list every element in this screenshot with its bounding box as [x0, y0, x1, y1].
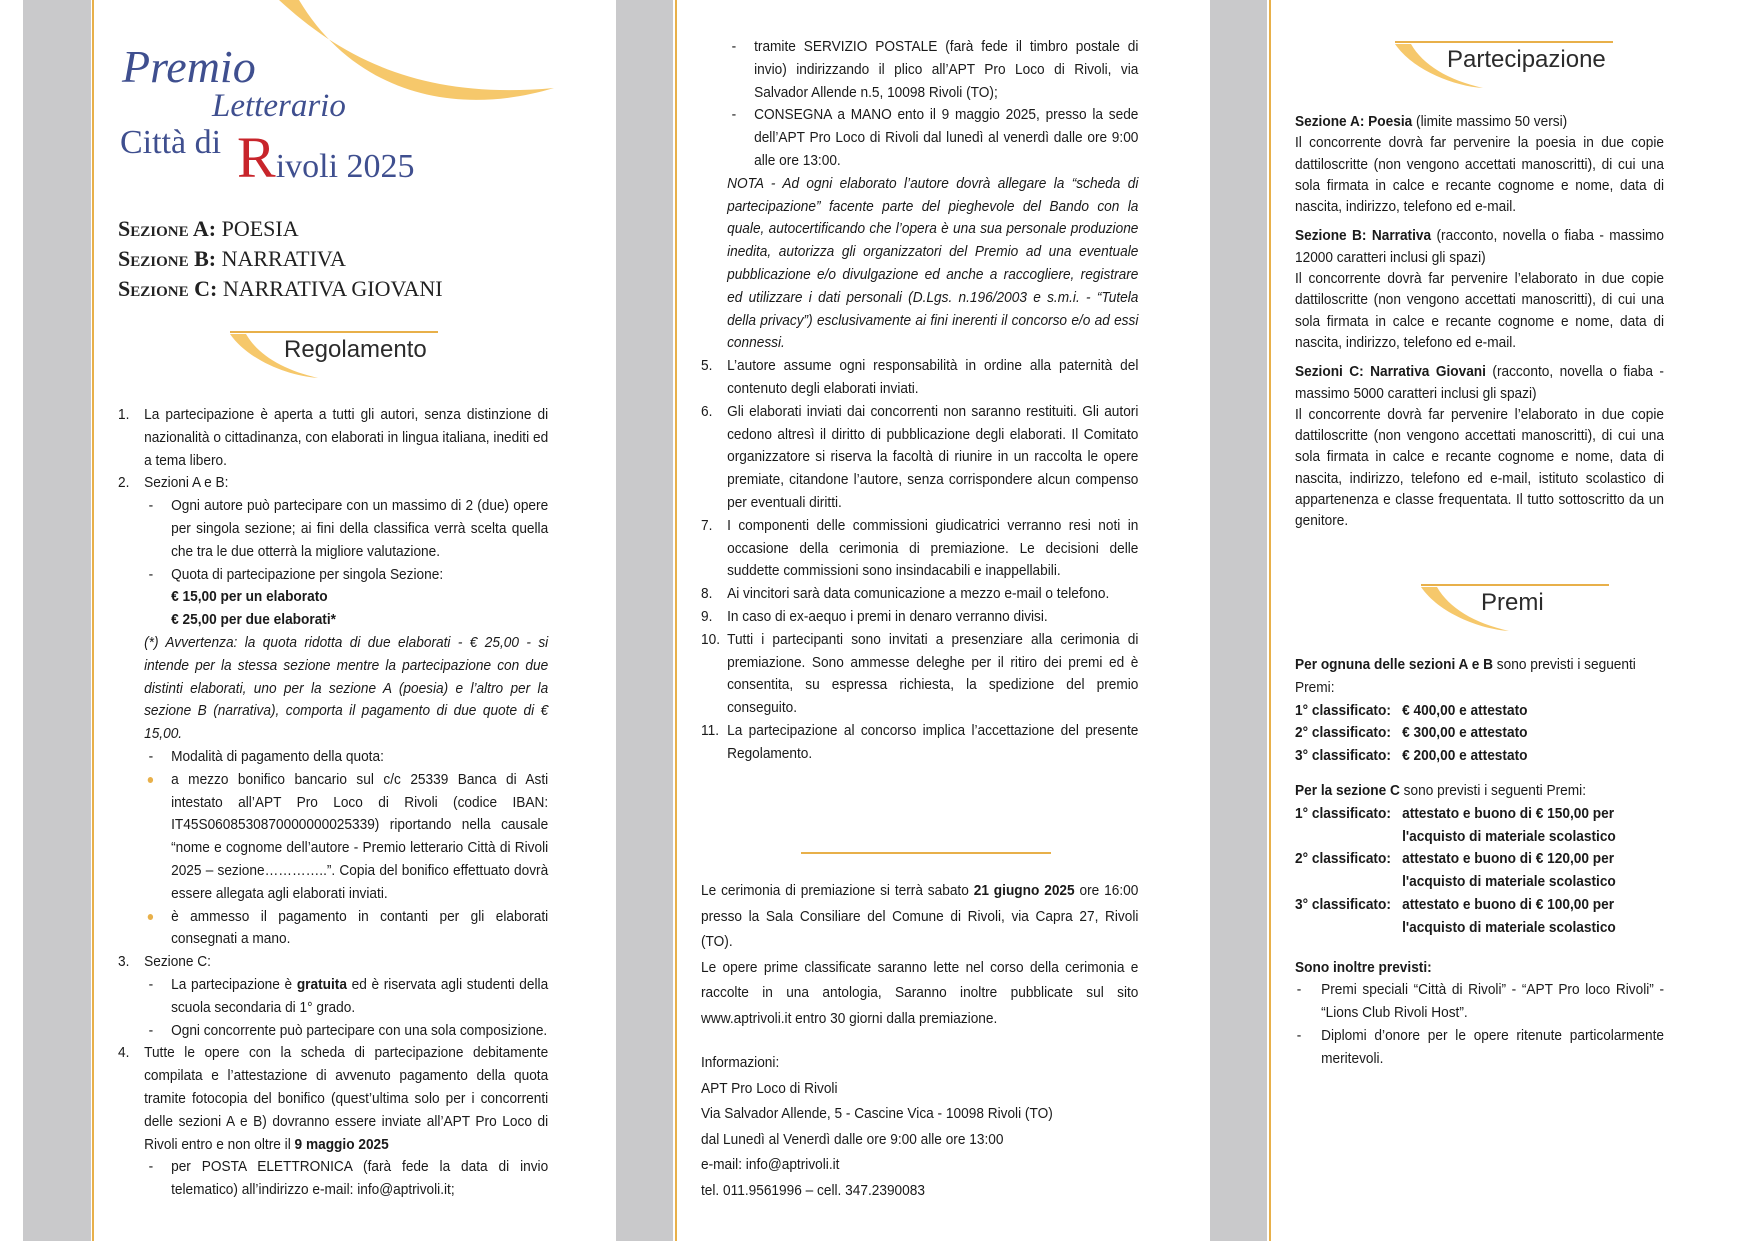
- rule-text: La partecipazione è aperta a tutti gli autori, senza distinzione di nazionalità o cittadinanza, con elaborati in lingua italiana, inediti ed a tema libero.: [144, 406, 549, 469]
- rule-number: 11.: [701, 721, 719, 739]
- rule-text: a mezzo bonifico bancario sul c/c 25339 Banca di Asti intestato all’APT Pro Loco di Rivoli (codice IBAN: IT45S0608530870000000025339) riportando nella causale “nome e cognome dell’autore - Premio letterario Città di Rivoli 2025 – sezione…………..”. Copia del bonifico effettuato dovrà essere allegata agli elaborati inviati.: [171, 770, 549, 902]
- ceremony-text: Le cerimonia di premiazione si terrà sabato: [701, 882, 969, 899]
- rule-text: Ai vincitori sarà data comunicazione a mezzo e-mail o telefono.: [727, 585, 1110, 603]
- rule-3-sub-2: [118, 1020, 548, 1043]
- rule-text: Sezioni A e B:: [144, 474, 229, 492]
- section-rule-note: (racconto, novella o fiaba - massimo 5000 caratteri inclusi gli spazi): [1295, 363, 1664, 402]
- rule-3-sub-1: [118, 974, 548, 1020]
- rule-11: [701, 720, 1138, 766]
- rule-text-bold: gratuita: [296, 975, 347, 993]
- dash-marker: -: [731, 38, 737, 55]
- prize-value: € 400,00 e attestato: [1402, 701, 1528, 719]
- rule-number: 7.: [701, 516, 713, 534]
- premi-title: Premi: [1481, 589, 1544, 616]
- premi-extra-text: Premi speciali “Città di Rivoli” - “APT Pro loco Rivoli” - “Lions Club Rivoli Host”.: [1321, 981, 1664, 1022]
- rule-text: Tutti i partecipanti sono invitati a presenziare alla cerimonia di premiazione. Sono ammesse deleghe per il ritiro dei premi ed è consentita, su espressa richiesta, la spedizione del premio conseguito.: [727, 630, 1139, 717]
- dash-marker: -: [148, 747, 154, 765]
- prize-c-1: [1295, 803, 1664, 849]
- rule-7: [701, 515, 1138, 583]
- premi-intro-bold: Per ognuna delle sezioni A e B: [1295, 656, 1493, 673]
- rule-2-sub-2: [118, 564, 548, 587]
- prize-value: attestato e buono di € 100,00 per l'acquisto di materiale scolastico: [1402, 895, 1616, 936]
- panel-right: [1271, 0, 1754, 1241]
- section-label: Sezione A:: [118, 216, 217, 241]
- section-rule-note: (limite massimo 50 versi): [1416, 113, 1568, 130]
- dash-marker: -: [148, 975, 154, 993]
- rule-number: 9.: [701, 607, 713, 625]
- dash-marker: -: [148, 1021, 154, 1039]
- ceremony-block: [701, 878, 1138, 1031]
- fee-1: € 15,00 per un elaborato: [171, 588, 328, 606]
- info-phone: tel. 011.9561996 – cell. 347.2390083: [701, 1181, 925, 1199]
- partecipazione-title: Partecipazione: [1447, 46, 1606, 73]
- rule-4: [118, 1042, 548, 1156]
- rule-3: [118, 951, 548, 974]
- nota-privacy: NOTA - Ad ogni elaborato l’autore dovrà allegare la “scheda di partecipazione” facente parte del pieghevole del Bando con la quale, autocertificando che l’opera è una sua personale produzione inedita, autorizza gli organizzatori del Premio ad una eventuale pubblicazione e/o divulgazione ed anche a raccogliere, registrare ed utilizzare i dati personali (D.Lgs. n.196/2003 e s.m.i. - “Tutela della privacy”) esclusivamente ai fini inerenti il concorso e/o ad essi connessi.: [727, 174, 1139, 352]
- section-a-rules: [1295, 111, 1664, 132]
- rule-text: Quota di partecipazione per singola Sezione:: [171, 565, 444, 583]
- dash-marker: -: [148, 497, 154, 515]
- rule-text: Tutte le opere con la scheda di partecipazione debitamente compilata e l’attestazione di avvenuto pagamento della quota tramite fotocopia del bonifico (quest’ultima solo per i concorrenti delle sezioni A e B) dovranno essere inviate all’APT Pro Loco di Rivoli entro e non oltre il: [144, 1044, 549, 1153]
- rule-text-bold: 9 maggio 2025: [294, 1135, 389, 1153]
- prize-value: attestato e buono di € 150,00 per l'acquisto di materiale scolastico: [1402, 804, 1616, 845]
- panel-middle: [677, 0, 1210, 1241]
- payment-option-2: [118, 906, 548, 952]
- rule-text: ed è riservata agli studenti della scuola secondaria di 1° grado.: [171, 975, 549, 1016]
- section-rule-title: Sezione A: Poesia: [1295, 113, 1413, 130]
- section-value: NARRATIVA: [221, 246, 346, 271]
- info-address: Via Salvador Allende, 5 - Cascine Vica - 10098 Rivoli (TO): [701, 1105, 1053, 1122]
- section-rule-note: (racconto, novella o fiaba - massimo 12000 caratteri inclusi gli spazi): [1295, 227, 1664, 266]
- info-email: e-mail: info@aptrivoli.it: [701, 1156, 840, 1173]
- rule-9: [701, 606, 1138, 629]
- logo: [94, 0, 594, 215]
- ceremony-date: 21 giugno 2025: [973, 882, 1075, 899]
- section-rule-title: Sezioni C: Narrativa Giovani: [1295, 363, 1486, 381]
- rule-text: è ammesso il pagamento in contanti per gli elaborati consegnati a mano.: [171, 907, 549, 948]
- rule-text: In caso di ex-aequo i premi in denaro verranno divisi.: [727, 607, 1048, 625]
- prize-c-3: [1295, 894, 1664, 940]
- info-title: Informazioni:: [701, 1054, 780, 1071]
- premi-ab-intro: [1295, 654, 1664, 700]
- rule-text: Ogni autore può partecipare con un massimo di 2 (due) opere per singola sezione; ai fini della classifica verrà scelta quella che tra le due otterrà la migliore valutazione.: [171, 497, 549, 560]
- premi-intro-bold: Per la sezione C: [1295, 781, 1400, 799]
- warning-note: (*) Avvertenza: la quota ridotta di due elaborati - € 25,00 - si intende per la stessa sezione mentre la partecipazione con due distinti elaborati, uno per la sezione A (poesia) e l’altro per la sezione B (narrativa), comporta il pagamento di due quote di € 15,00.: [144, 633, 549, 743]
- prize-label: 3° classificato:: [1295, 747, 1391, 765]
- ceremony-text: ore 16:00 presso la Sala Consiliare del Comune di Rivoli, via Capra 27, Rivoli (TO).: [701, 882, 1139, 950]
- logo-line2: Letterario: [212, 88, 346, 124]
- section-b-rules: [1295, 225, 1664, 268]
- logo-red-letter: R: [237, 125, 276, 190]
- middle-gray-strip: [616, 0, 673, 1241]
- premi-block: [1295, 654, 1664, 1071]
- rule-text: Ogni concorrente può partecipare con una sola composizione.: [171, 1021, 548, 1039]
- premi-intro-text: sono previsti i seguenti Premi:: [1295, 656, 1636, 696]
- right-gray-strip: [1210, 0, 1267, 1241]
- bullet-dot-icon: [148, 914, 153, 920]
- rule-text: Modalità di pagamento della quota:: [171, 747, 384, 765]
- section-rule-title: Sezione B: Narrativa: [1295, 227, 1432, 245]
- prize-ab-1: [1295, 700, 1664, 723]
- prize-label: 2° classificato:: [1295, 724, 1391, 742]
- prize-ab-2: [1295, 722, 1664, 745]
- section-a-header: [118, 214, 443, 244]
- rule-8: [701, 583, 1138, 606]
- section-label: Sezione B:: [118, 246, 217, 271]
- payment-option-1: [118, 769, 548, 906]
- prize-label: 1° classificato:: [1295, 701, 1391, 719]
- dash-marker: -: [1296, 1026, 1302, 1044]
- section-b-text: Il concorrente dovrà far pervenire l’elaborato in due copie dattiloscritte (non vengono accettati manoscritti), di cui una sola firmata in calce e recante cognome e nome, data di nascita, indirizzo, telefono ed e-mail.: [1295, 270, 1664, 351]
- rule-text: tramite SERVIZIO POSTALE (farà fede il timbro postale di invio) indirizzando il plico all’APT Pro Loco di Rivoli, via Salvador Allende n.5, 10098 Rivoli (TO);: [754, 38, 1139, 101]
- section-label: Sezione C:: [118, 276, 218, 301]
- section-value: NARRATIVA GIOVANI: [222, 276, 443, 301]
- premi-c-intro: [1295, 780, 1664, 803]
- rule-text: L’autore assume ogni responsabilità in ordine alla paternità del contenuto degli elaborati inviati.: [727, 357, 1139, 397]
- premi-extra-title: Sono inoltre previsti:: [1295, 958, 1432, 976]
- dash-marker: -: [148, 565, 154, 583]
- dash-marker: -: [148, 1158, 154, 1176]
- premi-heading: [1419, 583, 1619, 643]
- regolamento-list-part1: [118, 404, 548, 1202]
- premi-extra-text: Diplomi d’onore per le opere ritenute particolarmente meritevoli.: [1321, 1026, 1664, 1067]
- dash-marker: -: [1296, 981, 1302, 999]
- section-a-text: Il concorrente dovrà far pervenire la poesia in due copie dattiloscritte (non vengono accettati manoscritti), di cui una sola firmata in calce e recante cognome e nome, data di nascita, indirizzo, telefono ed e-mail.: [1295, 134, 1664, 216]
- bullet-dot-icon: [148, 777, 153, 783]
- prize-label: 3° classificato:: [1295, 895, 1391, 913]
- rule-6: [701, 401, 1138, 515]
- rule-number: 1.: [118, 406, 130, 423]
- prize-value: € 300,00 e attestato: [1402, 724, 1528, 742]
- rule-text: I componenti delle commissioni giudicatrici verranno resi noti in occasione della cerimonia di premiazione. Le decisioni delle suddette commissioni sono insindacabili e inappellabili.: [727, 516, 1139, 580]
- dash-marker: -: [731, 106, 737, 124]
- logo-line1: Premio: [122, 41, 256, 92]
- rule-5: [701, 355, 1138, 401]
- rule-text: La partecipazione al concorso implica l’accettazione del presente Regolamento.: [727, 721, 1139, 762]
- rule-text: La partecipazione è: [171, 975, 293, 993]
- section-value: POESIA: [221, 216, 299, 241]
- rule-10: [701, 629, 1138, 720]
- rule-4-sub-1: [118, 1156, 548, 1202]
- rule-text: Gli elaborati inviati dai concorrenti non saranno restituiti. Gli autori cedono altresì il diritto di pubblicazione degli elaborati. Il Comitato organizzatore si riserva la facoltà di riunire in un raccolta le opere premiate, citandone l’autore, senza corrispondere alcun compenso per eventuali diritti.: [727, 402, 1139, 511]
- logo-line3b-text: [237, 125, 415, 190]
- premi-extra-1: [1295, 979, 1664, 1025]
- panel-left: [94, 0, 616, 1241]
- rule-1: [118, 404, 548, 472]
- rule-4-sub-2: [701, 36, 1138, 104]
- ceremony-paragraph-1: [701, 878, 1138, 955]
- partecipazione-block: [1295, 111, 1664, 532]
- prize-ab-3: [1295, 745, 1664, 768]
- left-gray-strip: [23, 0, 91, 1241]
- ceremony-divider: [801, 852, 1051, 854]
- rule-text: CONSEGNA a MANO ento il 9 maggio 2025, presso la sede dell’APT Pro Loco di Rivoli dal lunedì al venerdì dalle ore 9:00 alle ore 13:00.: [754, 106, 1139, 169]
- prize-label: 2° classificato:: [1295, 850, 1391, 868]
- sections-header: [118, 214, 443, 304]
- rule-number: 2.: [118, 474, 130, 492]
- rule-number: 5.: [701, 357, 713, 375]
- logo-line3b: [237, 124, 415, 191]
- rule-text: per POSTA ELETTRONICA (farà fede la data di invio telematico) all’indirizzo e-mail: info@aptrivoli.it;: [171, 1158, 549, 1199]
- regolamento-list-part2: [701, 36, 1138, 766]
- rule-4-sub-3: [701, 104, 1138, 172]
- premi-intro-text: sono previsti i seguenti Premi:: [1403, 781, 1586, 799]
- rule-2-sub-3: [118, 746, 548, 769]
- prize-c-2: [1295, 848, 1664, 894]
- rule-number: 10.: [701, 630, 721, 648]
- regolamento-heading: [228, 330, 448, 390]
- section-b-header: [118, 244, 443, 274]
- section-c-rules: [1295, 361, 1664, 404]
- premi-extra-2: [1295, 1025, 1664, 1071]
- partecipazione-heading: [1393, 40, 1623, 100]
- info-block: [701, 1050, 1138, 1203]
- regolamento-title: Regolamento: [284, 336, 427, 363]
- rule-2: [118, 472, 548, 495]
- rule-text: Sezione C:: [144, 953, 211, 971]
- rule-number: 8.: [701, 585, 713, 603]
- rule-number: 4.: [118, 1044, 130, 1062]
- rule-number: 3.: [118, 953, 130, 971]
- logo-line3a: Città di: [120, 124, 222, 161]
- section-c-header: [118, 274, 443, 304]
- info-org: APT Pro Loco di Rivoli: [701, 1079, 838, 1097]
- ceremony-paragraph-2: Le opere prime classificate saranno lette nel corso della cerimonia e raccolte in una antologia, Saranno inoltre pubblicate sul sito www.aptrivoli.it entro 30 giorni dalla premiazione.: [701, 958, 1139, 1027]
- info-hours: dal Lunedì al Venerdì dalle ore 9:00 alle ore 13:00: [701, 1130, 1004, 1148]
- rule-number: 6.: [701, 402, 713, 420]
- prize-value: attestato e buono di € 120,00 per l'acquisto di materiale scolastico: [1402, 850, 1616, 891]
- section-c-text: Il concorrente dovrà far pervenire l’elaborato in due copie dattiloscritte (non vengono accettati manoscritti), di cui una sola firmata in calce e recante cognome e nome, data di nascita, indirizzo, telefono ed e-mail, istituto scolastico di appartenenza e classe frequentata. Il tutto sottoscritto da un genitore.: [1295, 405, 1664, 530]
- fee-2: € 25,00 per due elaborati*: [171, 611, 336, 629]
- rule-2-sub-1: [118, 495, 548, 563]
- prize-value: € 200,00 e attestato: [1402, 747, 1528, 765]
- logo-rest-text: ivoli 2025: [275, 148, 415, 185]
- prize-label: 1° classificato:: [1295, 804, 1391, 822]
